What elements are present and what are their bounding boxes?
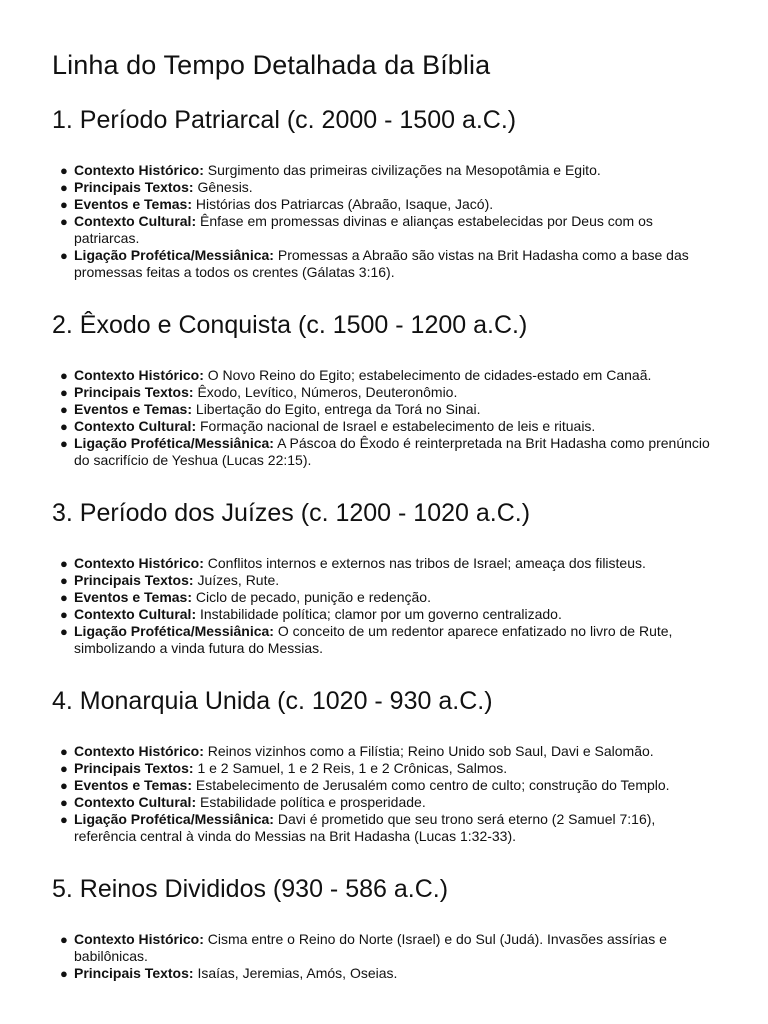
list-item bbox=[60, 965, 716, 982]
item-label: Eventos e Temas: bbox=[74, 777, 193, 793]
list-item bbox=[60, 794, 716, 811]
bullet-icon: ● bbox=[60, 607, 68, 622]
bullet-icon: ● bbox=[60, 761, 68, 776]
section-exodo bbox=[52, 309, 716, 469]
section-list bbox=[52, 931, 716, 982]
section-heading: 2. Êxodo e Conquista (c. 1500 - 1200 a.C.) bbox=[52, 311, 528, 339]
item-text: Surgimento das primeiras civilizações na Mesopotâmia e Egito. bbox=[207, 162, 601, 178]
item-label: Contexto Histórico: bbox=[74, 931, 204, 947]
list-item bbox=[60, 606, 716, 623]
list-item bbox=[60, 247, 716, 281]
bullet-icon: ● bbox=[60, 795, 68, 810]
item-text: Reinos vizinhos como a Filístia; Reino Unido sob Saul, Davi e Salomão. bbox=[207, 743, 654, 759]
item-label: Principais Textos: bbox=[74, 572, 194, 588]
bullet-icon: ● bbox=[60, 385, 68, 400]
item-text: Libertação do Egito, entrega da Torá no Sinai. bbox=[195, 401, 481, 417]
section-list bbox=[52, 555, 716, 657]
list-item bbox=[60, 811, 716, 845]
section-reinos-divididos bbox=[52, 873, 716, 982]
item-label: Principais Textos: bbox=[74, 760, 194, 776]
item-label: Eventos e Temas: bbox=[74, 589, 193, 605]
list-item bbox=[60, 435, 716, 469]
item-text: Gênesis. bbox=[197, 179, 253, 195]
item-text: Estabilidade política e prosperidade. bbox=[200, 794, 426, 810]
item-label: Principais Textos: bbox=[74, 965, 194, 981]
item-label: Contexto Histórico: bbox=[74, 555, 204, 571]
item-text: Formação nacional de Israel e estabelecimento de leis e rituais. bbox=[200, 418, 596, 434]
item-label: Contexto Cultural: bbox=[74, 794, 197, 810]
bullet-icon: ● bbox=[60, 744, 68, 759]
item-text: Instabilidade política; clamor por um governo centralizado. bbox=[200, 606, 562, 622]
item-label: Ligação Profética/Messiânica: bbox=[74, 435, 274, 451]
section-list bbox=[52, 162, 716, 281]
bullet-icon: ● bbox=[60, 556, 68, 571]
item-text: Histórias dos Patriarcas (Abraão, Isaque, Jacó). bbox=[195, 196, 494, 212]
bullet-icon: ● bbox=[60, 402, 68, 417]
list-item bbox=[60, 179, 716, 196]
item-label: Eventos e Temas: bbox=[74, 196, 193, 212]
item-text: Conflitos internos e externos nas tribos de Israel; ameaça dos filisteus. bbox=[207, 555, 646, 571]
section-monarquia bbox=[52, 685, 716, 845]
item-text: Ciclo de pecado, punição e redenção. bbox=[195, 589, 431, 605]
item-text: O conceito de um redentor aparece enfatizado no livro de Rute, simbolizando a vinda futura do Messias. bbox=[74, 623, 673, 656]
item-label: Eventos e Temas: bbox=[74, 401, 193, 417]
page-title: Linha do Tempo Detalhada da Bíblia bbox=[52, 50, 491, 80]
bullet-icon: ● bbox=[60, 436, 68, 451]
section-heading: 5. Reinos Divididos (930 - 586 a.C.) bbox=[52, 875, 449, 903]
bullet-icon: ● bbox=[60, 368, 68, 383]
item-label: Contexto Cultural: bbox=[74, 418, 197, 434]
section-list bbox=[52, 367, 716, 469]
bullet-icon: ● bbox=[60, 573, 68, 588]
list-item bbox=[60, 213, 716, 247]
list-item bbox=[60, 931, 716, 965]
item-label: Contexto Histórico: bbox=[74, 743, 204, 759]
bullet-icon: ● bbox=[60, 590, 68, 605]
list-item bbox=[60, 384, 716, 401]
item-label: Principais Textos: bbox=[74, 384, 194, 400]
item-text: Davi é prometido que seu trono será eterno (2 Samuel 7:16), referência central à vinda do Messias na Brit Hadasha (Lucas 1:32-33). bbox=[74, 811, 656, 844]
section-juizes bbox=[52, 497, 716, 657]
item-label: Contexto Histórico: bbox=[74, 162, 204, 178]
item-text: A Páscoa do Êxodo é reinterpretada na Brit Hadasha como prenúncio do sacrifício de Yeshua (Lucas 22:15). bbox=[74, 435, 710, 468]
bullet-icon: ● bbox=[60, 180, 68, 195]
item-text: Estabelecimento de Jerusalém como centro de culto; construção do Templo. bbox=[195, 777, 670, 793]
list-item bbox=[60, 760, 716, 777]
item-label: Ligação Profética/Messiânica: bbox=[74, 247, 274, 263]
bullet-icon: ● bbox=[60, 932, 68, 947]
item-text: Isaías, Jeremias, Amós, Oseias. bbox=[197, 965, 398, 981]
item-text: Cisma entre o Reino do Norte (Israel) e do Sul (Judá). Invasões assírias e babilônicas. bbox=[74, 931, 667, 964]
bullet-icon: ● bbox=[60, 966, 68, 981]
bullet-icon: ● bbox=[60, 624, 68, 639]
section-patriarcal bbox=[52, 104, 716, 281]
item-label: Principais Textos: bbox=[74, 179, 194, 195]
item-text: Êxodo, Levítico, Números, Deuteronômio. bbox=[197, 384, 458, 400]
list-item bbox=[60, 743, 716, 760]
bullet-icon: ● bbox=[60, 197, 68, 212]
list-item bbox=[60, 555, 716, 572]
item-text: Juízes, Rute. bbox=[197, 572, 280, 588]
bullet-icon: ● bbox=[60, 812, 68, 827]
item-label: Contexto Cultural: bbox=[74, 213, 197, 229]
list-item bbox=[60, 623, 716, 657]
section-heading: 4. Monarquia Unida (c. 1020 - 930 a.C.) bbox=[52, 687, 493, 715]
bullet-icon: ● bbox=[60, 248, 68, 263]
bullet-icon: ● bbox=[60, 163, 68, 178]
list-item bbox=[60, 572, 716, 589]
section-list bbox=[52, 743, 716, 845]
list-item bbox=[60, 589, 716, 606]
bullet-icon: ● bbox=[60, 214, 68, 229]
item-label: Contexto Cultural: bbox=[74, 606, 197, 622]
item-text: O Novo Reino do Egito; estabelecimento de cidades-estado em Canaã. bbox=[207, 367, 652, 383]
list-item bbox=[60, 418, 716, 435]
list-item bbox=[60, 777, 716, 794]
item-text: Promessas a Abraão são vistas na Brit Hadasha como a base das promessas feitas a todos os crentes (Gálatas 3:16). bbox=[74, 247, 689, 280]
list-item bbox=[60, 367, 716, 384]
list-item bbox=[60, 196, 716, 213]
bullet-icon: ● bbox=[60, 778, 68, 793]
section-heading: 3. Período dos Juízes (c. 1200 - 1020 a.C.) bbox=[52, 499, 531, 527]
list-item bbox=[60, 162, 716, 179]
bullet-icon: ● bbox=[60, 419, 68, 434]
item-label: Ligação Profética/Messiânica: bbox=[74, 623, 274, 639]
item-text: 1 e 2 Samuel, 1 e 2 Reis, 1 e 2 Crônicas, Salmos. bbox=[197, 760, 508, 776]
item-label: Ligação Profética/Messiânica: bbox=[74, 811, 274, 827]
item-text: Ênfase em promessas divinas e alianças estabelecidas por Deus com os patriarcas. bbox=[74, 213, 653, 246]
section-heading: 1. Período Patriarcal (c. 2000 - 1500 a.C.) bbox=[52, 106, 517, 134]
item-label: Contexto Histórico: bbox=[74, 367, 204, 383]
list-item bbox=[60, 401, 716, 418]
